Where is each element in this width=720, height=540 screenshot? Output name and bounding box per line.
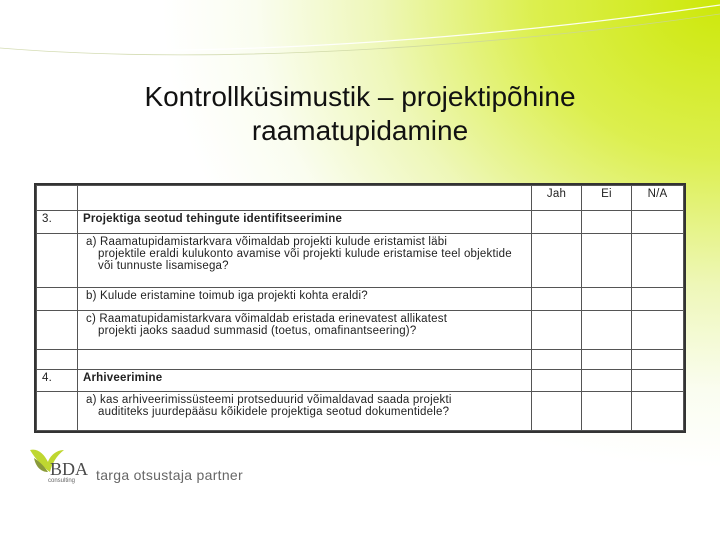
answer-cell-no[interactable]	[582, 288, 632, 311]
logo-text: BDA	[50, 459, 89, 479]
question-text	[78, 233, 532, 288]
question-first-line: b) Kulude eristamine toimub iga projekti kohta eraldi?	[86, 290, 368, 303]
logo-subtext: consulting	[48, 478, 76, 484]
slide-title-line-1: Kontrollküsimustik – projektipõhine	[144, 81, 576, 112]
answer-cell-na[interactable]	[632, 369, 684, 392]
table-header-row	[37, 186, 684, 211]
table-row	[37, 369, 684, 392]
question-first-line: c) Raamatupidamistarkvara võimaldab eristada erinevatest allikatest	[86, 312, 448, 325]
section-number: 3.	[37, 211, 78, 234]
question-continuation: projektile eraldi kulukonto avamise või projekti kulude eristamise teel objektide või tunnuste lisamisega?	[98, 247, 512, 272]
table-row	[37, 392, 684, 431]
table-row-spacer	[37, 349, 684, 369]
slide-title	[60, 80, 660, 148]
question-continuation: audititeks juurdepääsu kõikidele projektiga seotud dokumentidele?	[98, 406, 450, 419]
question-text	[78, 310, 532, 349]
answer-cell-no[interactable]	[582, 392, 632, 431]
table-header-na: N/A	[632, 186, 684, 211]
answer-cell-yes[interactable]	[532, 369, 582, 392]
table-header-yes: Jah	[532, 186, 582, 211]
table-row	[37, 233, 684, 288]
answer-cell-no[interactable]	[582, 369, 632, 392]
table-row	[37, 288, 684, 311]
slide-title-line-2: raamatupidamine	[251, 115, 469, 146]
answer-cell-yes[interactable]	[532, 392, 582, 431]
question-first-line: a) Raamatupidamistarkvara võimaldab projekti kulude eristamist läbi	[86, 235, 448, 248]
question-continuation: projekti jaoks saadud summasid (toetus, omafinantseering)?	[98, 324, 417, 337]
table-row	[37, 310, 684, 349]
answer-cell-na[interactable]	[632, 233, 684, 288]
question-text	[78, 392, 532, 431]
answer-cell-yes[interactable]	[532, 310, 582, 349]
checklist-table	[34, 183, 686, 433]
answer-cell-no[interactable]	[582, 211, 632, 234]
table-row	[37, 211, 684, 234]
section-heading: Arhiveerimine	[78, 369, 532, 392]
answer-cell-no[interactable]	[582, 310, 632, 349]
table-header-number	[37, 186, 78, 211]
table-header-question	[78, 186, 532, 211]
question-first-line: a) kas arhiveerimissüsteemi protseduurid võimaldavad saada projekti	[86, 394, 452, 407]
table-header-no: Ei	[582, 186, 632, 211]
answer-cell-na[interactable]	[632, 211, 684, 234]
section-number: 4.	[37, 369, 78, 392]
answer-cell-yes[interactable]	[532, 288, 582, 311]
question-text	[78, 288, 532, 311]
answer-cell-na[interactable]	[632, 310, 684, 349]
answer-cell-yes[interactable]	[532, 211, 582, 234]
answer-cell-no[interactable]	[582, 233, 632, 288]
section-heading: Projektiga seotud tehingute identifitseerimine	[78, 211, 532, 234]
answer-cell-na[interactable]	[632, 392, 684, 431]
answer-cell-na[interactable]	[632, 288, 684, 311]
tagline: targa otsustaja partner	[96, 467, 243, 483]
answer-cell-yes[interactable]	[532, 233, 582, 288]
